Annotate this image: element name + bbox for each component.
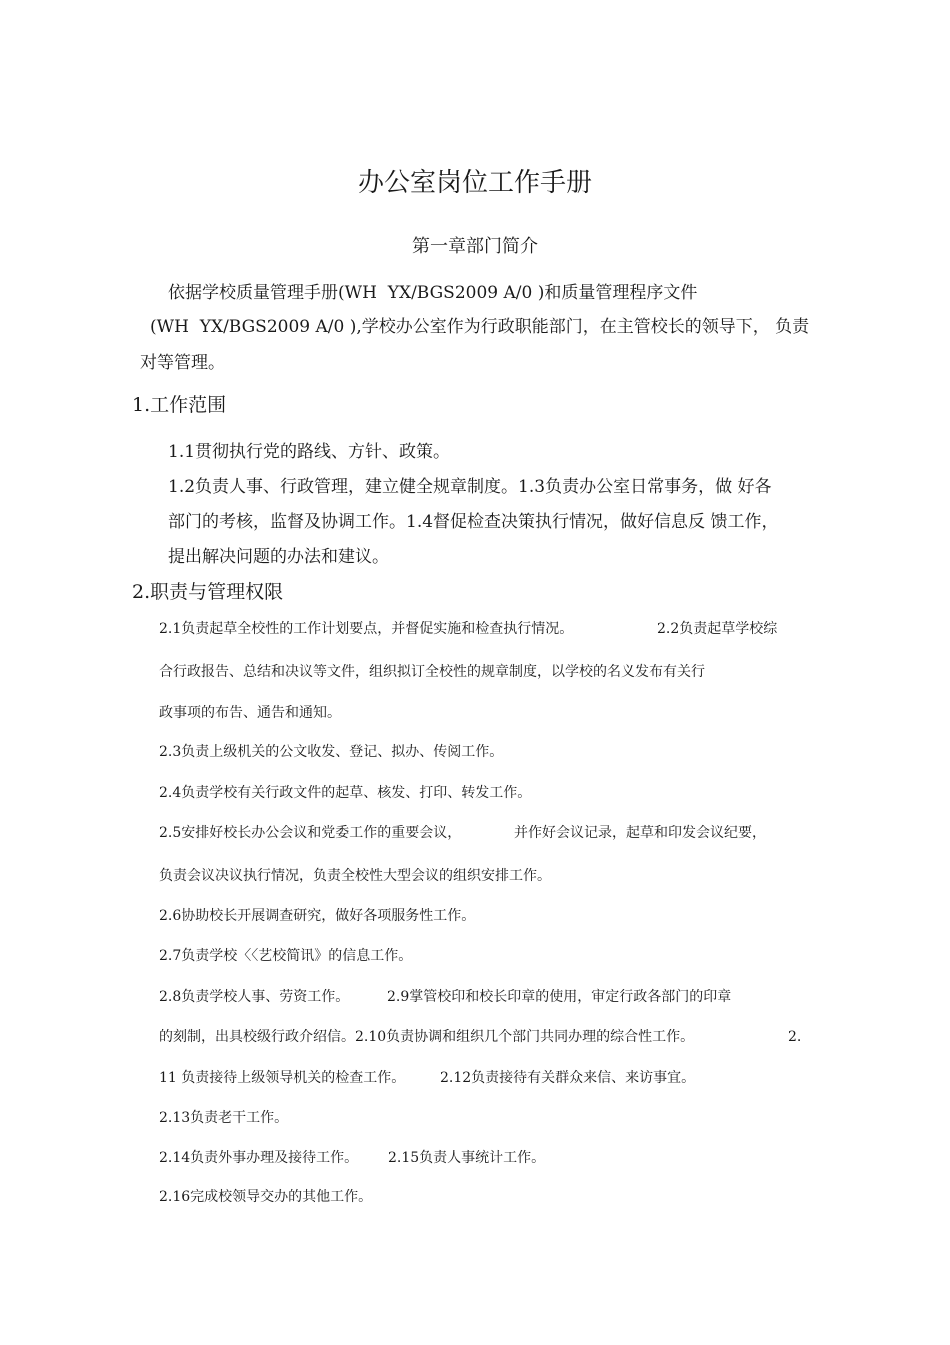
intro-line: (WH YX/BGS2009 A/0 ),学校办公室作为行政职能部门，在主管校长的领导下， 负责 <box>150 317 810 337</box>
duty-line: 2.8负责学校人事、劳资工作。 <box>159 989 350 1005</box>
section-line: 提出解决问题的办法和建议。 <box>168 547 389 567</box>
section-heading: 1.工作范围 <box>132 394 227 416</box>
duty-line: 2.12负责接待有关群众来信、来访事宜。 <box>440 1070 696 1086</box>
section-line: 1.1贯彻执行党的路线、方针、政策。 <box>168 442 451 462</box>
duty-line: 2.4负责学校有关行政文件的起草、核发、打印、转发工作。 <box>159 785 532 801</box>
duty-line: 2.13负责老干工作。 <box>159 1110 289 1126</box>
duty-line: 2.7负责学校〈〈艺校简讯》的信息工作。 <box>159 948 413 964</box>
intro-line: 对等管理。 <box>140 353 225 373</box>
duty-line: 合行政报告、总结和决议等文件，组织拟订全校性的规章制度，以学校的名义发布有关行 <box>159 664 705 680</box>
section-line: 部门的考核，监督及协调工作。1.4督促检查决策执行情况，做好信息反 馈工作， <box>168 512 779 532</box>
chapter-heading: 第一章部门简介 <box>412 236 538 257</box>
duty-line: 2.15负责人事统计工作。 <box>388 1150 546 1166</box>
duty-line: 的刻制，出具校级行政介绍信。2.10负责协调和组织几个部门共同办理的综合性工作。 <box>159 1029 695 1045</box>
duty-line: 2.5安排好校长办公会议和党委工作的重要会议， <box>159 825 462 841</box>
section-line: 1.2负责人事、行政管理，建立健全规章制度。1.3负责办公室日常事务，做 好各 <box>168 477 772 497</box>
duty-line: 并作好会议记录，起草和印发会议纪要， <box>514 825 766 841</box>
duty-line: 2.14负责外事办理及接待工作。 <box>159 1150 359 1166</box>
document-title: 办公室岗位工作手册 <box>357 168 592 198</box>
duty-line: 2.2负责起草学校综 <box>657 621 778 637</box>
duty-line: 政事项的布告、通告和通知。 <box>159 705 341 721</box>
duty-line: 2.1负责起草全校性的工作计划要点，并督促实施和检查执行情况。 <box>159 621 574 637</box>
section-heading: 2.职责与管理权限 <box>132 581 284 603</box>
duty-line: 2. <box>788 1029 802 1045</box>
duty-line: 2.16完成校领导交办的其他工作。 <box>159 1189 373 1205</box>
duty-line: 2.3负责上级机关的公文收发、登记、拟办、传阅工作。 <box>159 744 504 760</box>
duty-line: 2.9掌管校印和校长印章的使用，审定行政各部门的印章 <box>387 989 732 1005</box>
intro-line: 依据学校质量管理手册(WH YX/BGS2009 A/0 )和质量管理程序文件 <box>168 283 698 303</box>
duty-line: 负责会议决议执行情况，负责全校性大型会议的组织安排工作。 <box>159 868 551 884</box>
duty-line: 11 负责接待上级领导机关的检查工作。 <box>159 1070 406 1086</box>
duty-line: 2.6协助校长开展调查研究，做好各项服务性工作。 <box>159 908 476 924</box>
